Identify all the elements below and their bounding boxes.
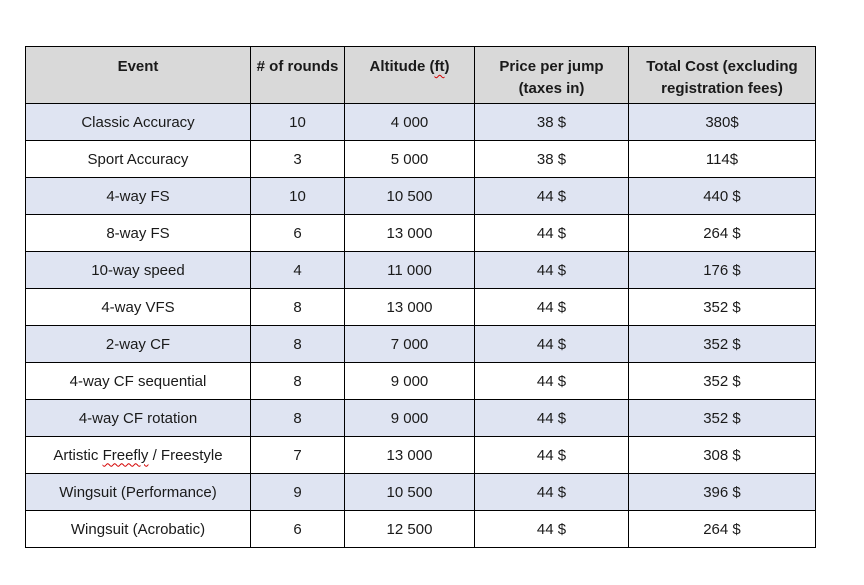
event-cell: 8-way FS — [26, 215, 251, 252]
table-row — [26, 104, 816, 141]
total-cell: 396 $ — [629, 474, 816, 511]
table-row — [26, 511, 816, 548]
total-cell: 352 $ — [629, 363, 816, 400]
header-row — [26, 47, 816, 104]
rounds-cell: 8 — [251, 289, 345, 326]
table-row — [26, 437, 816, 474]
rounds-cell: 6 — [251, 215, 345, 252]
total-cell: 264 $ — [629, 511, 816, 548]
event-cell: Sport Accuracy — [26, 141, 251, 178]
table-row — [26, 400, 816, 437]
rounds-cell: 6 — [251, 511, 345, 548]
event-cell: 4-way FS — [26, 178, 251, 215]
header-altitude-unit-spellcheck: ft — [434, 58, 445, 75]
altitude-cell: 7 000 — [345, 326, 475, 363]
event-cell: 10-way speed — [26, 252, 251, 289]
total-cell: 114$ — [629, 141, 816, 178]
table-row — [26, 178, 816, 215]
price-cell: 44 $ — [475, 326, 629, 363]
event-spellcheck-word: Freefly — [102, 446, 149, 464]
event-cell: 4-way CF sequential — [26, 363, 251, 400]
event-cell: 4-way VFS — [26, 289, 251, 326]
total-cell: 380$ — [629, 104, 816, 141]
competition-cost-table — [25, 46, 816, 548]
rounds-cell: 3 — [251, 141, 345, 178]
price-cell: 44 $ — [475, 437, 629, 474]
event-cell: Wingsuit (Performance) — [26, 474, 251, 511]
event-suffix: / Freestyle — [148, 446, 223, 464]
price-cell: 44 $ — [475, 252, 629, 289]
altitude-cell: 12 500 — [345, 511, 475, 548]
event-cell — [26, 437, 251, 474]
altitude-cell: 10 500 — [345, 178, 475, 215]
altitude-cell: 9 000 — [345, 363, 475, 400]
header-altitude-suffix: ) — [444, 58, 450, 75]
header-total-cost: Total Cost (excluding registration fees) — [629, 47, 816, 104]
table-row — [26, 215, 816, 252]
altitude-cell: 9 000 — [345, 400, 475, 437]
altitude-cell: 5 000 — [345, 141, 475, 178]
rounds-cell: 8 — [251, 326, 345, 363]
event-cell: 4-way CF rotation — [26, 400, 251, 437]
price-cell: 44 $ — [475, 289, 629, 326]
rounds-cell: 9 — [251, 474, 345, 511]
header-altitude — [345, 47, 475, 104]
event-cell: Wingsuit (Acrobatic) — [26, 511, 251, 548]
total-cell: 440 $ — [629, 178, 816, 215]
event-cell: 2-way CF — [26, 326, 251, 363]
table-row — [26, 289, 816, 326]
rounds-cell: 10 — [251, 104, 345, 141]
table-row — [26, 141, 816, 178]
event-cell: Classic Accuracy — [26, 104, 251, 141]
price-cell: 44 $ — [475, 178, 629, 215]
price-cell: 44 $ — [475, 363, 629, 400]
price-cell: 38 $ — [475, 104, 629, 141]
altitude-cell: 10 500 — [345, 474, 475, 511]
altitude-cell: 13 000 — [345, 289, 475, 326]
altitude-cell: 4 000 — [345, 104, 475, 141]
header-event: Event — [26, 47, 251, 104]
price-cell: 44 $ — [475, 400, 629, 437]
price-cell: 44 $ — [475, 474, 629, 511]
altitude-cell: 13 000 — [345, 215, 475, 252]
altitude-cell: 11 000 — [345, 252, 475, 289]
table-row — [26, 326, 816, 363]
table-row — [26, 252, 816, 289]
table-row — [26, 474, 816, 511]
event-prefix: Artistic — [53, 446, 103, 464]
price-cell: 44 $ — [475, 511, 629, 548]
altitude-cell: 13 000 — [345, 437, 475, 474]
rounds-cell: 8 — [251, 400, 345, 437]
header-altitude-prefix: Altitude ( — [369, 58, 435, 75]
price-cell: 44 $ — [475, 215, 629, 252]
header-rounds: # of rounds — [251, 47, 345, 104]
rounds-cell: 4 — [251, 252, 345, 289]
price-cell: 38 $ — [475, 141, 629, 178]
total-cell: 176 $ — [629, 252, 816, 289]
total-cell: 352 $ — [629, 289, 816, 326]
header-price-per-jump: Price per jump (taxes in) — [475, 47, 629, 104]
total-cell: 308 $ — [629, 437, 816, 474]
rounds-cell: 7 — [251, 437, 345, 474]
total-cell: 352 $ — [629, 400, 816, 437]
table-row — [26, 363, 816, 400]
total-cell: 264 $ — [629, 215, 816, 252]
rounds-cell: 8 — [251, 363, 345, 400]
rounds-cell: 10 — [251, 178, 345, 215]
total-cell: 352 $ — [629, 326, 816, 363]
